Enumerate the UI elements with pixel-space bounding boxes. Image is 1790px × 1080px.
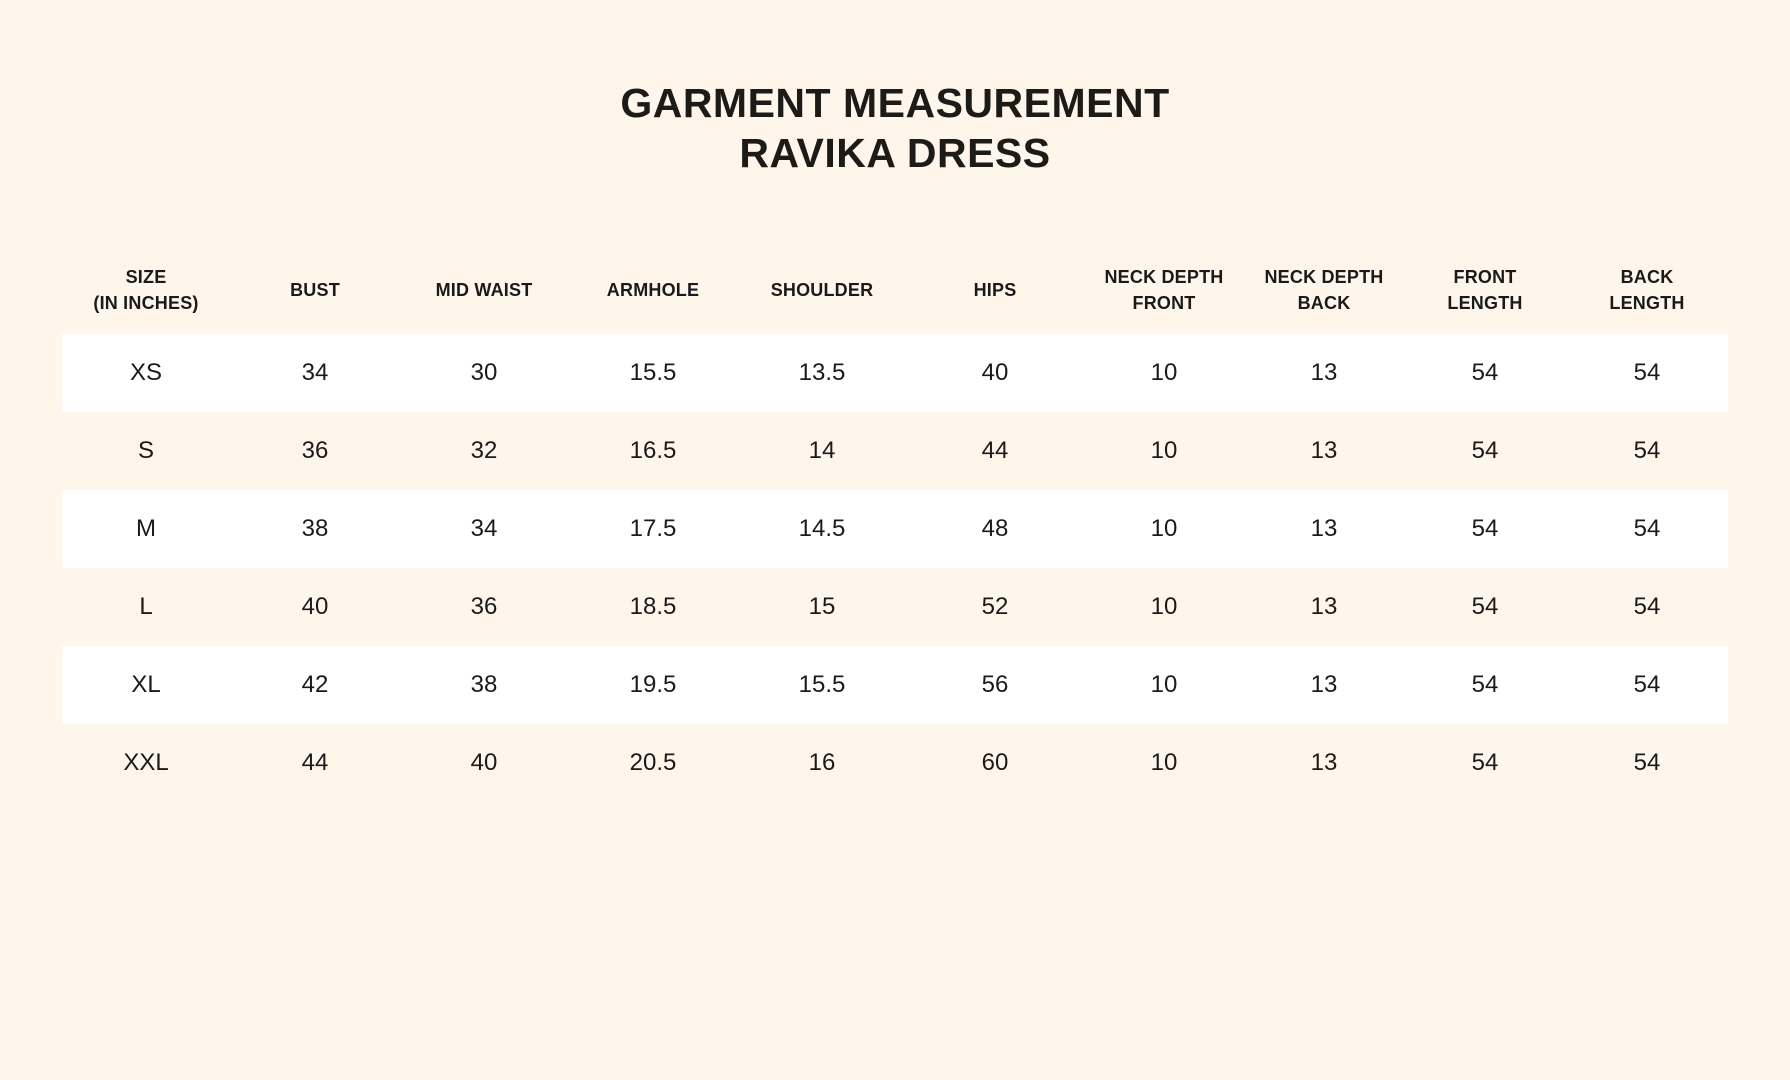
measurement-cell: 54 [1471, 593, 1499, 620]
column-header [400, 246, 568, 334]
title-line-2: RAVIKA DRESS [739, 130, 1051, 176]
measurement-cell: 40 [906, 334, 1084, 412]
measurement-cell: 16.5 [629, 437, 677, 464]
table-row [62, 490, 1728, 568]
measurement-cell: 38 [400, 646, 568, 724]
column-header-line: FRONT [1132, 293, 1196, 313]
column-header-line: LENGTH [1447, 293, 1523, 313]
measurement-cell: 36 [470, 593, 498, 620]
measurement-cell: 13 [1310, 593, 1338, 620]
measurement-cell: 20.5 [629, 749, 677, 776]
measurement-cell: 60 [981, 749, 1009, 776]
column-header [1566, 246, 1728, 334]
measurement-cell: 19.5 [568, 646, 738, 724]
column-header-line: NECK DEPTH [1264, 267, 1384, 287]
column-header-line: ARMHOLE [606, 280, 700, 300]
measurement-table-container [62, 246, 1728, 802]
measurement-cell: 10 [1084, 334, 1244, 412]
measurement-cell: 13.5 [738, 334, 906, 412]
column-header-line: NECK DEPTH [1104, 267, 1224, 287]
measurement-cell: 18.5 [629, 593, 677, 620]
column-header [738, 246, 906, 334]
column-header-line: FRONT [1453, 267, 1517, 287]
size-cell: L [139, 593, 153, 620]
measurement-cell: 48 [906, 490, 1084, 568]
measurement-cell: 54 [1404, 646, 1566, 724]
column-header-line: BACK [1620, 267, 1674, 287]
column-header [1244, 246, 1404, 334]
measurement-cell: 10 [1150, 749, 1178, 776]
size-cell: XS [62, 334, 230, 412]
measurement-cell: 56 [906, 646, 1084, 724]
measurement-cell: 38 [230, 490, 400, 568]
measurement-cell: 15.5 [738, 646, 906, 724]
measurement-cell: 14.5 [738, 490, 906, 568]
measurement-cell: 54 [1566, 490, 1728, 568]
measurement-cell: 40 [470, 749, 498, 776]
measurement-cell: 54 [1404, 334, 1566, 412]
header-row [62, 246, 1728, 334]
measurement-cell: 10 [1150, 593, 1178, 620]
measurement-cell: 16 [808, 749, 836, 776]
measurement-cell: 52 [981, 593, 1009, 620]
column-header-line: SIZE [125, 267, 167, 287]
column-header [906, 246, 1084, 334]
title-line-1: GARMENT MEASUREMENT [620, 80, 1170, 126]
measurement-cell: 42 [230, 646, 400, 724]
measurement-cell: 15 [808, 593, 836, 620]
measurement-cell: 13 [1310, 437, 1338, 464]
column-header-line: MID WAIST [435, 280, 533, 300]
column-header-line: HIPS [973, 280, 1017, 300]
measurement-cell: 40 [301, 593, 329, 620]
measurement-cell: 54 [1404, 490, 1566, 568]
table-header [62, 246, 1728, 334]
measurement-cell: 54 [1471, 437, 1499, 464]
column-header-line: BUST [290, 280, 340, 300]
table-row [62, 334, 1728, 412]
measurement-cell: 10 [1084, 646, 1244, 724]
table-row [62, 724, 1728, 802]
column-header [1084, 246, 1244, 334]
column-header [230, 246, 400, 334]
measurement-cell: 13 [1244, 490, 1404, 568]
measurement-cell: 54 [1566, 646, 1728, 724]
measurement-cell: 32 [470, 437, 498, 464]
table-row [62, 412, 1728, 490]
column-header [1404, 246, 1566, 334]
measurement-cell: 54 [1633, 749, 1661, 776]
measurement-cell: 54 [1633, 593, 1661, 620]
measurement-cell: 15.5 [568, 334, 738, 412]
column-header-line: SHOULDER [770, 280, 874, 300]
size-cell: S [137, 437, 154, 464]
column-header [62, 246, 230, 334]
measurement-cell: 34 [230, 334, 400, 412]
measurement-cell: 36 [301, 437, 329, 464]
measurement-cell: 34 [400, 490, 568, 568]
table-row [62, 646, 1728, 724]
measurement-cell: 13 [1310, 749, 1338, 776]
column-header-line: LENGTH [1609, 293, 1685, 313]
size-cell: XXL [123, 749, 169, 776]
measurement-cell: 44 [301, 749, 329, 776]
measurement-cell: 10 [1084, 490, 1244, 568]
measurement-cell: 10 [1150, 437, 1178, 464]
measurement-cell: 13 [1244, 334, 1404, 412]
measurement-cell: 30 [400, 334, 568, 412]
measurement-cell: 13 [1244, 646, 1404, 724]
page-title [0, 78, 1790, 178]
table-body [62, 334, 1728, 802]
measurement-cell: 54 [1633, 437, 1661, 464]
size-cell: M [62, 490, 230, 568]
column-header-line: (IN INCHES) [93, 293, 199, 313]
table-row [62, 568, 1728, 646]
measurement-cell: 54 [1566, 334, 1728, 412]
column-header-line: BACK [1297, 293, 1351, 313]
measurement-cell: 14 [808, 437, 836, 464]
column-header [568, 246, 738, 334]
size-cell: XL [62, 646, 230, 724]
measurement-cell: 17.5 [568, 490, 738, 568]
measurement-cell: 44 [981, 437, 1009, 464]
measurement-table [62, 246, 1728, 802]
measurement-cell: 54 [1471, 749, 1499, 776]
